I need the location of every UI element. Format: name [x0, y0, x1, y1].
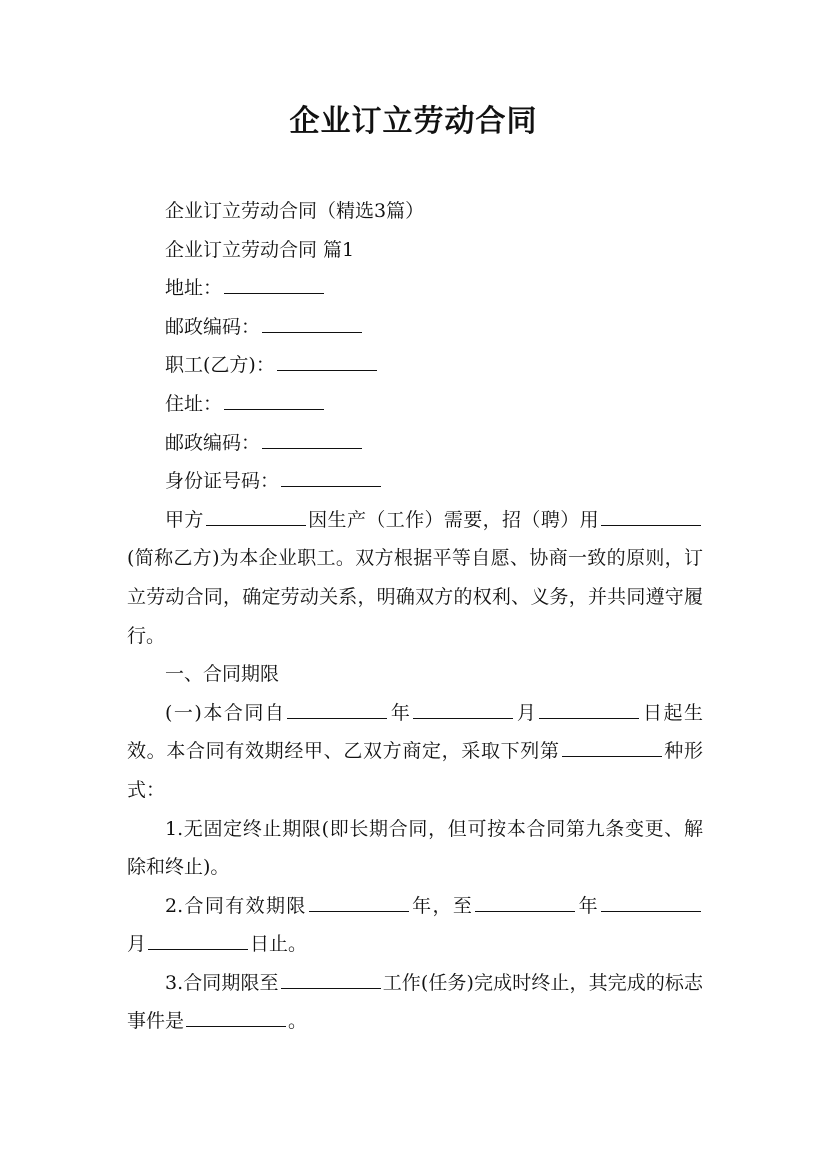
task-blank — [281, 966, 381, 989]
start-month-blank — [413, 696, 513, 719]
clause1-part4: 日起生效。本合同有效期经甲、乙双方商定，采取下列第 — [127, 701, 703, 763]
id-blank — [281, 464, 381, 487]
address-line — [127, 269, 703, 308]
end-month-blank — [601, 889, 701, 912]
item3-part2: 工作(任务)完成时终止，其完成的标志事件是 — [127, 971, 703, 1033]
clause1-part2: 年 — [389, 701, 412, 724]
id-label: 身份证号码： — [165, 470, 280, 493]
document-body — [127, 192, 703, 1041]
subtitle-text: 企业订立劳动合同（精选3篇） — [165, 200, 425, 222]
employee-line — [127, 346, 703, 385]
term-years-blank — [309, 889, 409, 912]
party-b-blank — [601, 503, 701, 526]
intro-part3: (简称乙方)为本企业职工。双方根据平等自愿、协商一致的原则，订立劳动合同，确定劳动关系，明确双方的权利、义务，并共同遵守履行。 — [127, 547, 703, 647]
intro-part1: 甲方 — [165, 508, 204, 531]
postcode-line-2 — [127, 424, 703, 463]
item2-part1: 2.合同有效期限 — [165, 894, 307, 917]
start-year-blank — [287, 696, 387, 719]
residence-line — [127, 385, 703, 424]
party-a-blank — [206, 503, 306, 526]
clause1-part1: (一)本合同自 — [165, 701, 286, 724]
start-day-blank — [539, 696, 639, 719]
intro-part2: 因生产（工作）需要，招（聘）用 — [307, 508, 599, 531]
section-heading-text: 企业订立劳动合同 篇1 — [165, 238, 355, 261]
address-label: 地址： — [165, 277, 223, 300]
item-2 — [127, 887, 703, 964]
subtitle-line — [127, 192, 703, 231]
id-line — [127, 462, 703, 501]
item-1 — [127, 810, 703, 887]
clause-1 — [127, 694, 703, 810]
item3-part3: 。 — [288, 1010, 308, 1033]
employee-blank — [277, 348, 377, 371]
employee-label: 职工(乙方)： — [165, 354, 275, 377]
item3-part1: 3.合同期限至 — [165, 971, 279, 994]
address-blank — [224, 271, 324, 294]
intro-paragraph — [127, 501, 703, 655]
form-number-blank — [562, 734, 662, 757]
completion-event-blank — [186, 1004, 286, 1027]
end-year-blank — [475, 889, 575, 912]
item2-part4: 月 — [127, 933, 147, 956]
section-heading — [127, 231, 703, 270]
residence-blank — [224, 387, 324, 410]
end-day-blank — [148, 927, 248, 950]
postcode-blank-2 — [262, 426, 362, 449]
postcode-label-2: 邮政编码： — [165, 431, 261, 454]
residence-label: 住址： — [165, 392, 223, 415]
item1-text: 1.无固定终止期限(即长期合同，但可按本合同第九条变更、解除和终止)。 — [127, 817, 703, 879]
postcode-label-1: 邮政编码： — [165, 315, 261, 338]
term-heading-text: 一、合同期限 — [165, 663, 280, 686]
postcode-line-1 — [127, 308, 703, 347]
item2-part3: 年 — [577, 894, 599, 917]
term-heading — [127, 655, 703, 694]
item2-part2: 年，至 — [410, 894, 474, 917]
item2-part5: 日止。 — [250, 933, 308, 956]
document-title: 企业订立劳动合同 — [289, 104, 538, 139]
clause1-part3: 月 — [515, 701, 538, 724]
clause1-part5: 种形式： — [127, 740, 703, 801]
item-3 — [127, 964, 703, 1041]
postcode-blank-1 — [262, 310, 362, 333]
